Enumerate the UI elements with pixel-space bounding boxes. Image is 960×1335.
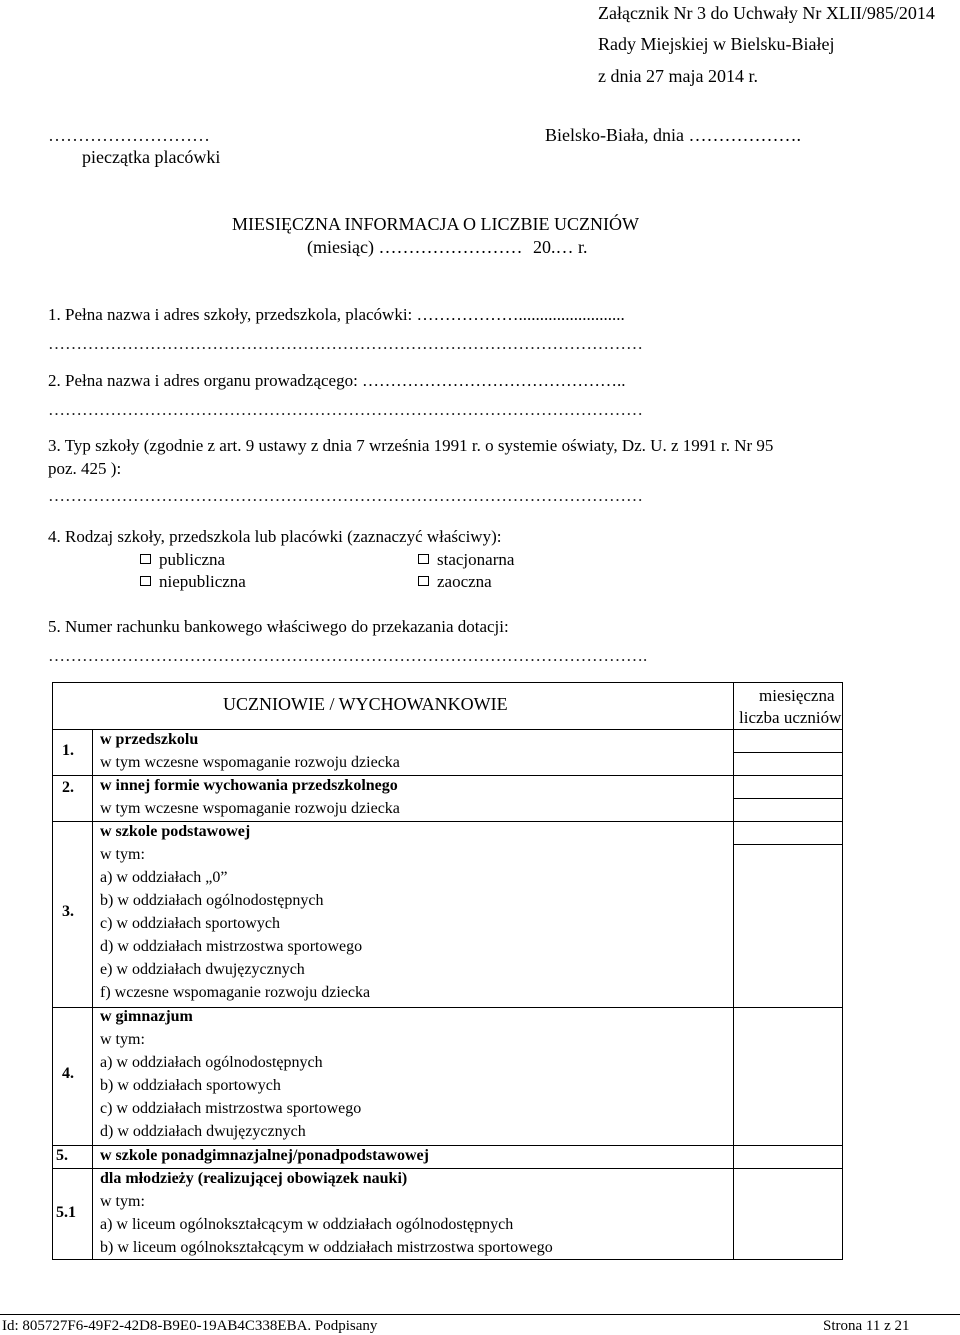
checkbox-icon[interactable] (418, 554, 429, 564)
place-date: Bielsko-Biała, dnia ………………. (545, 125, 801, 145)
table-row: a) w liceum ogólnokształcącym w oddziałach ogólnodostępnych (100, 1216, 514, 1233)
field-bank-account-dots: ……………………………………………………………………………………………. (48, 646, 648, 665)
checkbox-icon[interactable] (140, 554, 151, 564)
annex-title: Załącznik Nr 3 do Uchwały Nr XLII/985/2014 (598, 3, 935, 23)
table-row: w szkole podstawowej (100, 823, 251, 840)
row-number-5-1: 5.1 (56, 1204, 76, 1221)
stamp-dots: ……………………… (48, 125, 210, 145)
option-public[interactable]: publiczna (140, 550, 225, 570)
table-row: b) w oddziałach ogólnodostępnych (100, 892, 324, 909)
stamp-label: pieczątka placówki (82, 147, 221, 167)
table-row: a) w oddziałach „0” (100, 869, 228, 886)
annex-council: Rady Miejskiej w Bielsku-Białej (598, 34, 835, 54)
table-row: w tym: (100, 1031, 145, 1048)
field-school-name: 1. Pełna nazwa i adres szkoły, przedszkola, placówki: ………………......................... (48, 305, 625, 324)
table-row: c) w oddziałach sportowych (100, 915, 280, 932)
document-subtitle (307, 237, 587, 258)
row-number-3: 3. (62, 903, 74, 920)
field-school-type: 3. Typ szkoły (zgodnie z art. 9 ustawy z dnia 7 września 1991 r. o systemie oświaty, Dz. U. z 1991 r. Nr 95 (48, 436, 774, 455)
field-school-type-dots: …………………………………………………………………………………………… (48, 486, 643, 505)
field-school-kind: 4. Rodzaj szkoły, przedszkola lub placówki (zaznaczyć właściwy): (48, 527, 502, 546)
table-row: w tym: (100, 846, 145, 863)
table-row: e) w oddziałach dwujęzycznych (100, 961, 305, 978)
field-authority-dots: …………………………………………………………………………………………… (48, 400, 643, 419)
row-number-5: 5. (56, 1147, 68, 1164)
document-title: MIESIĘCZNA INFORMACJA O LICZBIE UCZNIÓW (232, 214, 639, 234)
table-row: w szkole ponadgimnazjalnej/ponadpodstawowej (100, 1147, 429, 1164)
table-row: w tym wczesne wspomaganie rozwoju dziecka (100, 800, 400, 817)
row-number-1: 1. (62, 742, 74, 759)
table-row: w przedszkolu (100, 731, 199, 748)
table-row: c) w oddziałach mistrzostwa sportowego (100, 1100, 362, 1117)
field-authority: 2. Pełna nazwa i adres organu prowadzącego: ……………………………………….. (48, 371, 626, 390)
field-bank-account: 5. Numer rachunku bankowego właściwego do przekazania dotacji: (48, 617, 509, 636)
field-school-name-dots: …………………………………………………………………………………………… (48, 334, 643, 353)
table-row: f) wczesne wspomaganie rozwoju dziecka (100, 984, 371, 1001)
footer-id: Id: 805727F6-49F2-42D8-B9E0-19AB4C338EBA. Podpisany (2, 1318, 378, 1334)
field-school-type-ref: poz. 425 ): (48, 459, 122, 478)
option-stationary[interactable]: stacjonarna (418, 550, 514, 570)
row-number-4: 4. (62, 1065, 74, 1082)
table-header-count-1: miesięczna (759, 686, 835, 705)
checkbox-icon[interactable] (140, 576, 151, 586)
table-row: w innej formie wychowania przedszkolnego (100, 777, 398, 794)
footer-page: Strona 11 z 21 (823, 1318, 910, 1334)
option-extramural[interactable]: zaoczna (418, 572, 492, 592)
year-placeholder: 20.… r. (532, 237, 588, 257)
table-row: b) w liceum ogólnokształcącym w oddziałach mistrzostwa sportowego (100, 1239, 553, 1256)
table-row: w tym wczesne wspomaganie rozwoju dziecka (100, 754, 400, 771)
table-header-count-2: liczba uczniów (739, 708, 842, 727)
table-row: w gimnazjum (100, 1008, 193, 1025)
option-nonpublic[interactable]: niepubliczna (140, 572, 246, 592)
checkbox-icon[interactable] (418, 576, 429, 586)
annex-date: z dnia 27 maja 2014 r. (598, 66, 758, 86)
table-row: a) w oddziałach ogólnodostępnych (100, 1054, 323, 1071)
table-row: dla młodzieży (realizującej obowiązek nauki) (100, 1170, 408, 1187)
table-row: b) w oddziałach sportowych (100, 1077, 281, 1094)
table-row: d) w oddziałach mistrzostwa sportowego (100, 938, 363, 955)
table-row: w tym: (100, 1193, 145, 1210)
footer-divider (0, 1314, 960, 1315)
table-row: d) w oddziałach dwujęzycznych (100, 1123, 306, 1140)
table-header-students: UCZNIOWIE / WYCHOWANKOWIE (223, 694, 508, 714)
row-number-2: 2. (62, 779, 74, 796)
month-placeholder: (miesiąc) …………………… (307, 237, 523, 257)
